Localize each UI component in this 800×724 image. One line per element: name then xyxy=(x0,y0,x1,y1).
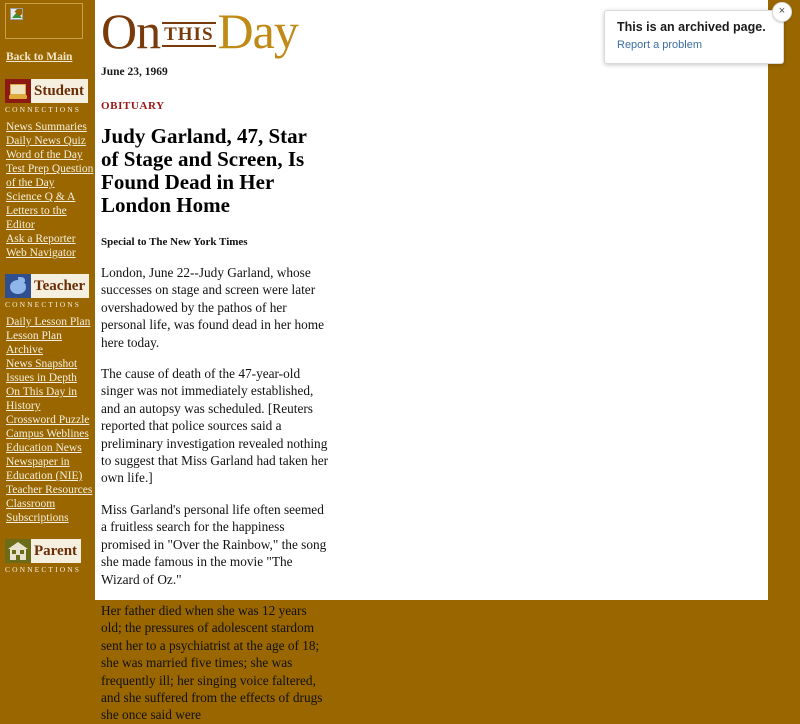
broken-image-icon xyxy=(10,8,23,20)
sidebar-link-on-this-day-in-history[interactable]: On This Day in History xyxy=(6,386,78,412)
masthead-word-on: On xyxy=(101,3,161,59)
teacher-connections-word: Teacher xyxy=(31,274,89,298)
apple-icon xyxy=(5,274,31,298)
report-a-problem-link[interactable]: Report a problem xyxy=(617,39,702,51)
sidebar-link-daily-lesson-plan[interactable]: Daily Lesson Plan xyxy=(6,316,91,328)
sidebar-link-letters-to-the-editor[interactable]: Letters to the Editor xyxy=(6,205,67,231)
article-headline: Judy Garland, 47, Star of Stage and Screen, Is Found Dead in Her London Home xyxy=(101,124,307,217)
archived-page-banner xyxy=(604,5,786,64)
sidebar-link-test-prep-question[interactable]: Test Prep Question of the Day xyxy=(6,163,94,189)
sidebar-link-ask-a-reporter[interactable]: Ask a Reporter xyxy=(6,233,76,245)
sidebar-link-education-news[interactable]: Education News xyxy=(6,442,82,454)
student-connections-subtitle: CONNECTIONS xyxy=(5,105,82,114)
sidebar-link-issues-in-depth[interactable]: Issues in Depth xyxy=(6,372,77,384)
content-column xyxy=(95,0,768,723)
parent-connections-subtitle: CONNECTIONS xyxy=(5,565,82,574)
article-byline: Special to The New York Times xyxy=(101,236,248,248)
teacher-connections-subtitle: CONNECTIONS xyxy=(5,300,82,309)
article-body xyxy=(101,264,329,724)
sidebar-link-newspaper-in-education[interactable]: Newspaper in Education (NIE) Teacher Resources xyxy=(6,456,93,496)
student-backpack-icon xyxy=(5,79,31,103)
sidebar-link-web-navigator[interactable]: Web Navigator xyxy=(6,247,76,259)
close-icon[interactable]: × xyxy=(772,2,792,22)
article-paragraph: Miss Garland's personal life often seemed a fruitless search for the happiness promised in "Over the Rainbow," the song she made famous in the movie "The Wizard of Oz." xyxy=(101,501,327,587)
student-connections-logo[interactable] xyxy=(5,79,95,114)
sidebar-link-news-snapshot[interactable]: News Snapshot xyxy=(6,358,78,370)
sidebar-link-crossword-puzzle[interactable]: Crossword Puzzle xyxy=(6,414,90,426)
publication-date: June 23, 1969 xyxy=(101,66,168,78)
article-paragraph: Her father died when she was 12 years old; the pressures of adolescent stardom sent her to a psychiatrist at the age of 18; she was married five times; she was frequently ill; her singing voice faltered, and she suffered from the effects of drugs she once said were xyxy=(101,602,323,723)
student-links-list xyxy=(6,120,95,260)
teacher-connections-logo[interactable] xyxy=(5,274,95,309)
sidebar-link-lesson-plan-archive[interactable]: Lesson Plan Archive xyxy=(6,330,62,356)
banner-image-placeholder xyxy=(5,3,83,39)
sidebar-link-campus-weblines[interactable]: Campus Weblines xyxy=(6,428,89,440)
parent-connections-logo[interactable] xyxy=(5,539,95,574)
sidebar-link-word-of-the-day[interactable]: Word of the Day xyxy=(6,149,83,161)
sidebar-link-daily-news-quiz[interactable]: Daily News Quiz xyxy=(6,135,86,147)
back-to-main-link[interactable]: Back to Main xyxy=(6,51,73,63)
sidebar xyxy=(0,0,95,600)
sidebar-link-news-summaries[interactable]: News Summaries xyxy=(6,121,87,133)
teacher-links-list xyxy=(6,315,95,525)
sidebar-link-classroom-subscriptions[interactable]: Classroom Subscriptions xyxy=(6,498,69,524)
student-connections-word: Student xyxy=(31,79,88,103)
house-icon xyxy=(5,539,31,563)
article-paragraph: The cause of death of the 47-year-old singer was not immediately established, and an autopsy was scheduled. [Reuters reported that police sources said a preliminary investigation revealed nothing to suggest that Miss Garland had taken her own life.] xyxy=(101,366,329,486)
archived-banner-title: This is an archived page. xyxy=(617,20,766,34)
masthead-word-day: Day xyxy=(217,3,298,59)
article-paragraph: London, June 22--Judy Garland, whose successes on stage and screen were later overshadowed by the pathos of her personal life, was found dead in her home here today. xyxy=(101,265,325,350)
masthead-word-this: THIS xyxy=(164,24,214,45)
section-kicker: OBITUARY xyxy=(101,100,165,112)
parent-connections-word: Parent xyxy=(31,539,81,563)
sidebar-link-science-qa[interactable]: Science Q & A xyxy=(6,191,76,203)
